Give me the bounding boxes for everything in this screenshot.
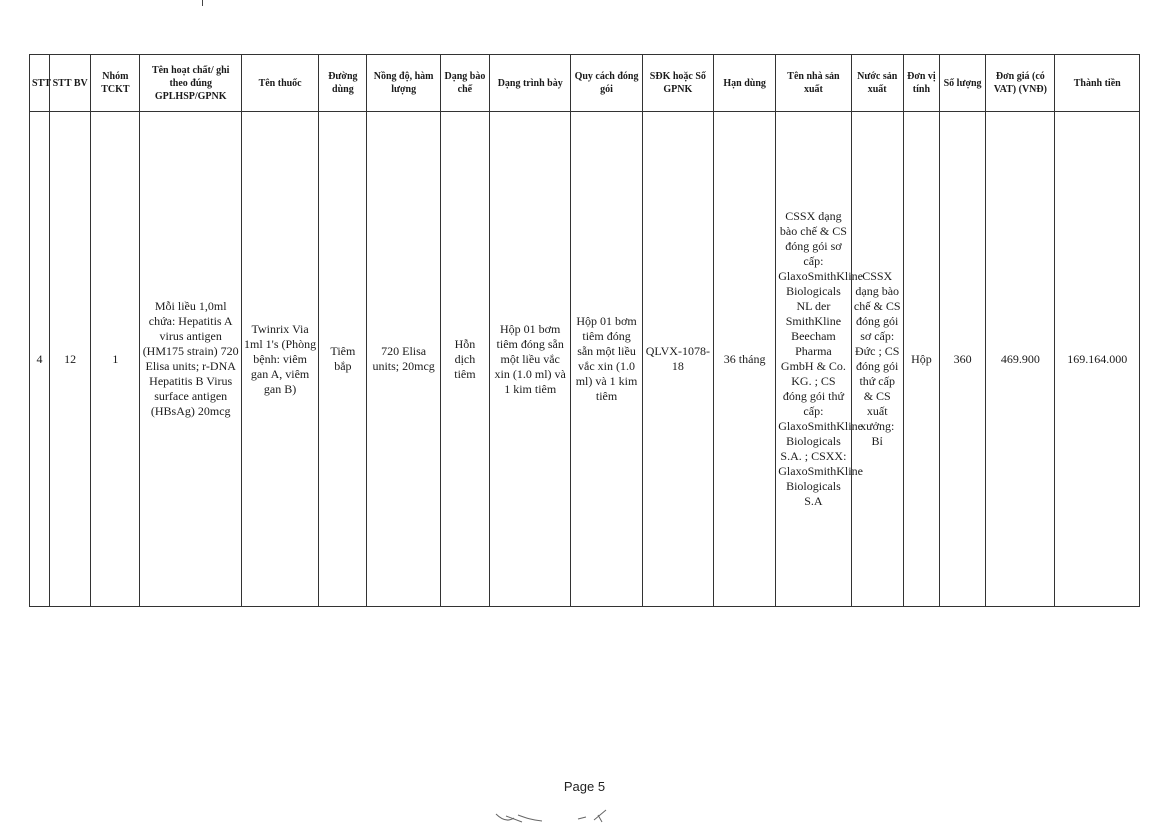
table-header-row: [30, 55, 1140, 112]
header-unit-price: Đơn giá (có VAT) (VNĐ): [986, 55, 1055, 112]
header-route: Đường dùng: [319, 55, 367, 112]
cell-active-ingredient: Mỗi liều 1,0ml chứa: Hepatitis A virus antigen (HM175 strain) 720 Elisa units; r-DNA Hepatitis B Virus surface antigen (HBsAg) 20mcg: [140, 112, 241, 607]
header-stt-bv: STT BV: [50, 55, 91, 112]
header-manufacturer: Tên nhà sản xuất: [776, 55, 851, 112]
header-country: Nước sản xuất: [851, 55, 903, 112]
cell-stt-bv: 12: [50, 112, 91, 607]
cell-presentation: Hộp 01 bơm tiêm đóng sẵn một liều vắc xin (1.0 ml) và 1 kim tiêm: [490, 112, 571, 607]
top-edge-mark: [202, 0, 203, 6]
table-row: [30, 112, 1140, 607]
cell-dosage-form: Hỗn dịch tiêm: [440, 112, 489, 607]
header-dosage-form: Dạng bào chế: [440, 55, 489, 112]
header-total: Thành tiền: [1055, 55, 1140, 112]
cell-shelf-life: 36 tháng: [714, 112, 776, 607]
header-active-ingredient: Tên hoạt chất/ ghi theo đúng GPLHSP/GPNK: [140, 55, 241, 112]
cell-drug-name: Twinrix Via 1ml 1's (Phòng bệnh: viêm gan A, viêm gan B): [241, 112, 318, 607]
header-registration-number: SĐK hoặc Số GPNK: [642, 55, 713, 112]
cell-manufacturer: CSSX dạng bào chế & CS đóng gói sơ cấp: GlaxoSmithKline Biologicals NL der SmithKline Beecham Pharma GmbH & Co. KG. ; CS đóng gói thứ cấp: GlaxoSmithKline Biologicals S.A. ; CSXX: GlaxoSmithKline Biologicals S.A: [776, 112, 851, 607]
cell-packaging: Hộp 01 bơm tiêm đóng sẵn một liều vắc xin (1.0 ml) và 1 kim tiêm: [571, 112, 642, 607]
cell-nhom-tckt: 1: [91, 112, 140, 607]
header-packaging: Quy cách đóng gói: [571, 55, 642, 112]
page-number: Page 5: [563, 779, 606, 794]
cell-country: CSSX dạng bào chế & CS đóng gói sơ cấp: Đức ; CS đóng gói thứ cấp & CS xuất xưởng: Bỉ: [851, 112, 903, 607]
cell-unit: Hộp: [903, 112, 939, 607]
cell-stt: 4: [30, 112, 50, 607]
cell-unit-price: 469.900: [986, 112, 1055, 607]
cell-concentration: 720 Elisa units; 20mcg: [367, 112, 440, 607]
cell-total: 169.164.000: [1055, 112, 1140, 607]
header-stt: STT: [30, 55, 50, 112]
drug-price-table: [29, 54, 1140, 607]
header-drug-name: Tên thuốc: [241, 55, 318, 112]
header-quantity: Số lượng: [939, 55, 985, 112]
header-shelf-life: Hạn dùng: [714, 55, 776, 112]
header-unit: Đơn vị tính: [903, 55, 939, 112]
cell-quantity: 360: [939, 112, 985, 607]
cell-route: Tiêm bắp: [319, 112, 367, 607]
signature-mark: [492, 806, 622, 826]
header-nhom-tckt: Nhóm TCKT: [91, 55, 140, 112]
header-presentation: Dạng trình bày: [490, 55, 571, 112]
header-concentration: Nồng độ, hàm lượng: [367, 55, 440, 112]
cell-registration-number: QLVX-1078-18: [642, 112, 713, 607]
